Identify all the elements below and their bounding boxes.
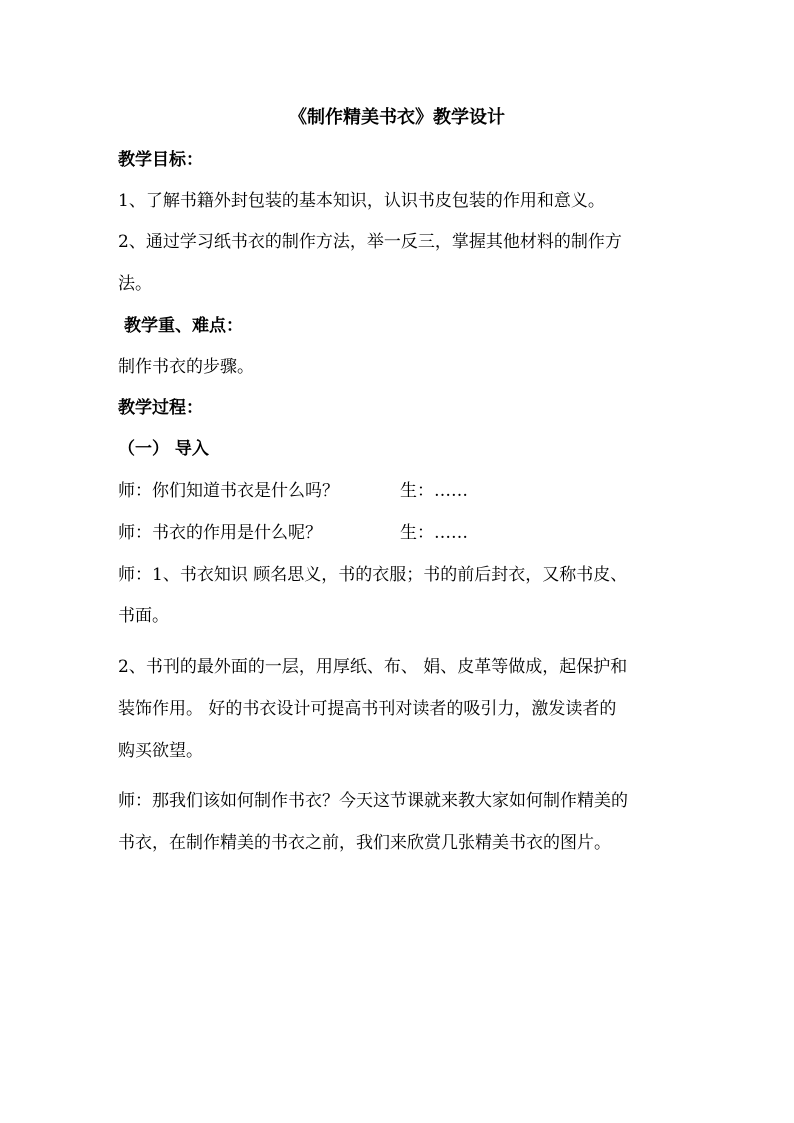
teacher-3-line-2: 书面。 [118, 606, 169, 626]
dialog-2-teacher: 师：书衣的作用是什么呢？ [118, 523, 322, 543]
teacher-4-line-2: 书衣，在制作精美的书衣之前，我们来欣赏几张精美书衣的图片。 [118, 833, 611, 853]
dialog-1-teacher: 师：你们知道书衣是什么吗？ [118, 481, 339, 501]
goal-2-line-1: 2、通过学习纸书衣的制作方法，举一反三，掌握其他材料的制作方 [118, 232, 622, 252]
goals-heading: 教学目标： [118, 150, 203, 170]
teacher-4-line-1: 师：那我们该如何制作书衣？今天这节课就来教大家如何制作精美的 [118, 791, 628, 811]
key-points-text: 制作书衣的步骤。 [118, 357, 254, 377]
document-title: 《制作精美书衣》教学设计 [289, 107, 505, 128]
dialog-2-student: 生：…… [400, 523, 468, 543]
point-2-line-3: 购买欲望。 [118, 741, 203, 761]
teacher-3-line-1: 师：1、书衣知识 顾名思义，书的衣服；书的前后封衣，又称书皮、 [118, 565, 628, 585]
section-1-heading: （一） 导入 [118, 439, 209, 459]
key-points-heading: 教学重、难点： [124, 316, 243, 336]
goal-1-text: 1、了解书籍外封包装的基本知识，认识书皮包装的作用和意义。 [118, 191, 605, 211]
point-2-line-1: 2、书刊的最外面的一层，用厚纸、布、 娟、皮革等做成，起保护和 [118, 657, 628, 677]
point-2-line-2: 装饰作用。 好的书衣设计可提高书刊对读者的吸引力，激发读者的 [118, 699, 617, 719]
dialog-1-student: 生：…… [400, 481, 468, 501]
process-heading: 教学过程： [118, 398, 203, 418]
goal-2-line-2: 法。 [118, 274, 152, 294]
